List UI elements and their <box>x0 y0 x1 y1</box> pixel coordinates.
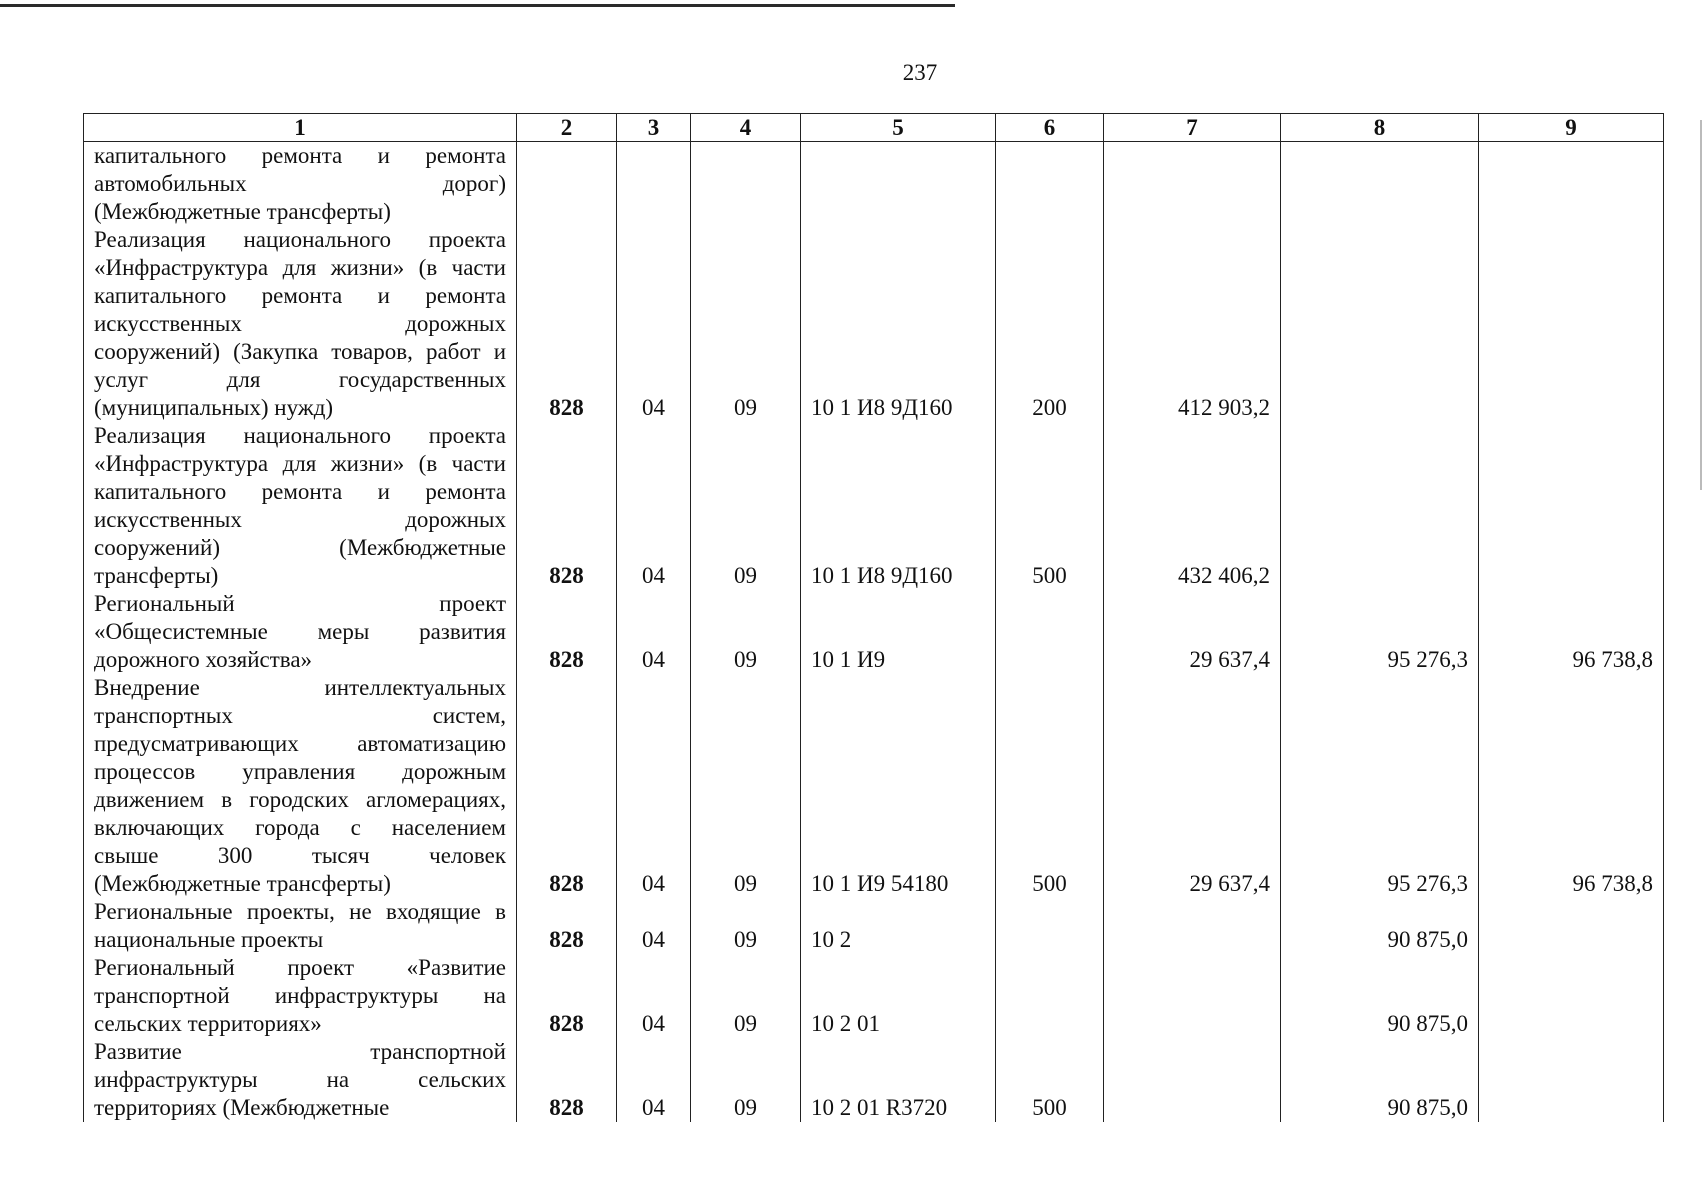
row-name-line: дорожного хозяйства» <box>94 647 313 672</box>
cell-c5: 10 1 И9 54180 <box>801 674 996 898</box>
cell-c3: 04 <box>617 422 691 590</box>
column-header-5: 5 <box>801 114 996 142</box>
row-name-line: свыше 300 тысяч человек <box>94 843 506 868</box>
cell-c7: 432 406,2 <box>1104 422 1281 590</box>
cell-c2: 828 <box>517 590 617 674</box>
scan-edge-shadow <box>1700 120 1702 490</box>
cell-c3: 04 <box>617 226 691 422</box>
cell-c8: 90 875,0 <box>1281 1038 1479 1122</box>
column-header-8: 8 <box>1281 114 1479 142</box>
cell-c9 <box>1479 142 1664 227</box>
cell-c8 <box>1281 226 1479 422</box>
cell-c6: 500 <box>996 1038 1104 1122</box>
cell-c9 <box>1479 226 1664 422</box>
row-name-line: «Инфраструктура для жизни» (в части <box>94 451 506 476</box>
cell-c7: 412 903,2 <box>1104 226 1281 422</box>
table-row <box>84 422 1664 590</box>
cell-c8: 90 875,0 <box>1281 954 1479 1038</box>
cell-c3: 04 <box>617 954 691 1038</box>
cell-c6 <box>996 142 1104 227</box>
cell-c6 <box>996 590 1104 674</box>
cell-c6: 500 <box>996 422 1104 590</box>
cell-c2: 828 <box>517 954 617 1038</box>
row-name-line: сооружений) (Закупка товаров, работ и <box>94 339 506 364</box>
cell-c7: 29 637,4 <box>1104 674 1281 898</box>
cell-c5: 10 1 И8 9Д160 <box>801 226 996 422</box>
column-header-3: 3 <box>617 114 691 142</box>
table-row <box>84 590 1664 674</box>
row-name-line: включающих города с населением <box>94 815 506 840</box>
table-row <box>84 226 1664 422</box>
cell-c7 <box>1104 142 1281 227</box>
cell-c8: 95 276,3 <box>1281 674 1479 898</box>
row-name-line: «Общесистемные меры развития <box>94 619 506 644</box>
cell-c7 <box>1104 1038 1281 1122</box>
cell-c4: 09 <box>691 898 801 954</box>
cell-c5: 10 2 01 R3720 <box>801 1038 996 1122</box>
cell-c6 <box>996 898 1104 954</box>
row-name-line: (Межбюджетные трансферты) <box>94 871 391 896</box>
cell-c9 <box>1479 954 1664 1038</box>
row-name-line: Региональный проект <box>94 591 506 616</box>
cell-c9: 96 738,8 <box>1479 674 1664 898</box>
cell-c5: 10 2 01 <box>801 954 996 1038</box>
row-name-line: сельских территориях» <box>94 1011 322 1036</box>
row-name-line: транспортных систем, <box>94 703 506 728</box>
cell-c3: 04 <box>617 590 691 674</box>
cell-c8 <box>1281 142 1479 227</box>
cell-c2 <box>517 142 617 227</box>
cell-c2: 828 <box>517 422 617 590</box>
row-name-line: движением в городских агломерациях, <box>94 787 506 812</box>
cell-c4: 09 <box>691 954 801 1038</box>
cell-c4: 09 <box>691 226 801 422</box>
row-name-line: «Инфраструктура для жизни» (в части <box>94 255 506 280</box>
cell-c3 <box>617 142 691 227</box>
cell-c8 <box>1281 422 1479 590</box>
row-name-line: инфраструктуры на сельских <box>94 1067 506 1092</box>
row-name-line: сооружений) (Межбюджетные <box>94 535 506 560</box>
row-name-line: трансферты) <box>94 563 219 588</box>
cell-c9 <box>1479 422 1664 590</box>
cell-c8: 95 276,3 <box>1281 590 1479 674</box>
cell-c8: 90 875,0 <box>1281 898 1479 954</box>
row-name-line: Реализация национального проекта <box>94 423 506 448</box>
cell-c7 <box>1104 954 1281 1038</box>
cell-c4: 09 <box>691 1038 801 1122</box>
column-header-4: 4 <box>691 114 801 142</box>
table-body <box>84 142 1664 1123</box>
row-name-line: (муниципальных) нужд) <box>94 395 334 420</box>
page-number: 237 <box>902 60 938 85</box>
row-name-line: услуг для государственных <box>94 367 506 392</box>
cell-c7: 29 637,4 <box>1104 590 1281 674</box>
cell-c9: 96 738,8 <box>1479 590 1664 674</box>
row-name-line: капитального ремонта и ремонта <box>94 283 506 308</box>
column-number-row <box>84 114 1664 142</box>
row-name-line: Реализация национального проекта <box>94 227 506 252</box>
cell-c5: 10 1 И8 9Д160 <box>801 422 996 590</box>
column-header-7: 7 <box>1104 114 1281 142</box>
cell-c2: 828 <box>517 898 617 954</box>
column-header-9: 9 <box>1479 114 1664 142</box>
column-header-6: 6 <box>996 114 1104 142</box>
row-name-cell <box>84 142 517 227</box>
row-name-cell <box>84 422 517 590</box>
cell-c2: 828 <box>517 1038 617 1122</box>
cell-c5: 10 2 <box>801 898 996 954</box>
cell-c3: 04 <box>617 898 691 954</box>
row-name-line: Региональные проекты, не входящие в <box>94 899 506 924</box>
column-header-1: 1 <box>84 114 517 142</box>
cell-c3: 04 <box>617 674 691 898</box>
cell-c5: 10 1 И9 <box>801 590 996 674</box>
cell-c4 <box>691 142 801 227</box>
row-name-line: национальные проекты <box>94 927 324 952</box>
cell-c6: 500 <box>996 674 1104 898</box>
table-row <box>84 142 1664 227</box>
cell-c4: 09 <box>691 422 801 590</box>
row-name-cell <box>84 226 517 422</box>
row-name-cell <box>84 590 517 674</box>
row-name-line: (Межбюджетные трансферты) <box>94 199 391 224</box>
cell-c6: 200 <box>996 226 1104 422</box>
cell-c6 <box>996 954 1104 1038</box>
row-name-cell <box>84 898 517 954</box>
row-name-line: автомобильных дорог) <box>94 171 506 196</box>
row-name-line: процессов управления дорожным <box>94 759 506 784</box>
table-row <box>84 954 1664 1038</box>
table-row <box>84 674 1664 898</box>
column-header-2: 2 <box>517 114 617 142</box>
cell-c4: 09 <box>691 674 801 898</box>
cell-c2: 828 <box>517 674 617 898</box>
cell-c5 <box>801 142 996 227</box>
table-row <box>84 1038 1664 1122</box>
row-name-line: Развитие транспортной <box>94 1039 506 1064</box>
row-name-cell <box>84 674 517 898</box>
row-name-cell <box>84 1038 517 1122</box>
row-name-line: предусматривающих автоматизацию <box>94 731 506 756</box>
cell-c2: 828 <box>517 226 617 422</box>
row-name-line: капитального ремонта и ремонта <box>94 479 506 504</box>
cell-c4: 09 <box>691 590 801 674</box>
row-name-line: Региональный проект «Развитие <box>94 955 506 980</box>
row-name-line: капитального ремонта и ремонта <box>94 143 506 168</box>
cell-c7 <box>1104 898 1281 954</box>
table-row <box>84 898 1664 954</box>
row-name-line: транспортной инфраструктуры на <box>94 983 506 1008</box>
row-name-cell <box>84 954 517 1038</box>
budget-table <box>83 113 1664 1122</box>
row-name-line: искусственных дорожных <box>94 507 506 532</box>
cell-c9 <box>1479 898 1664 954</box>
row-name-line: Внедрение интеллектуальных <box>94 675 506 700</box>
row-name-line: искусственных дорожных <box>94 311 506 336</box>
cell-c3: 04 <box>617 1038 691 1122</box>
cell-c9 <box>1479 1038 1664 1122</box>
scan-border-line <box>0 4 955 7</box>
row-name-line: территориях (Межбюджетные <box>94 1095 390 1120</box>
